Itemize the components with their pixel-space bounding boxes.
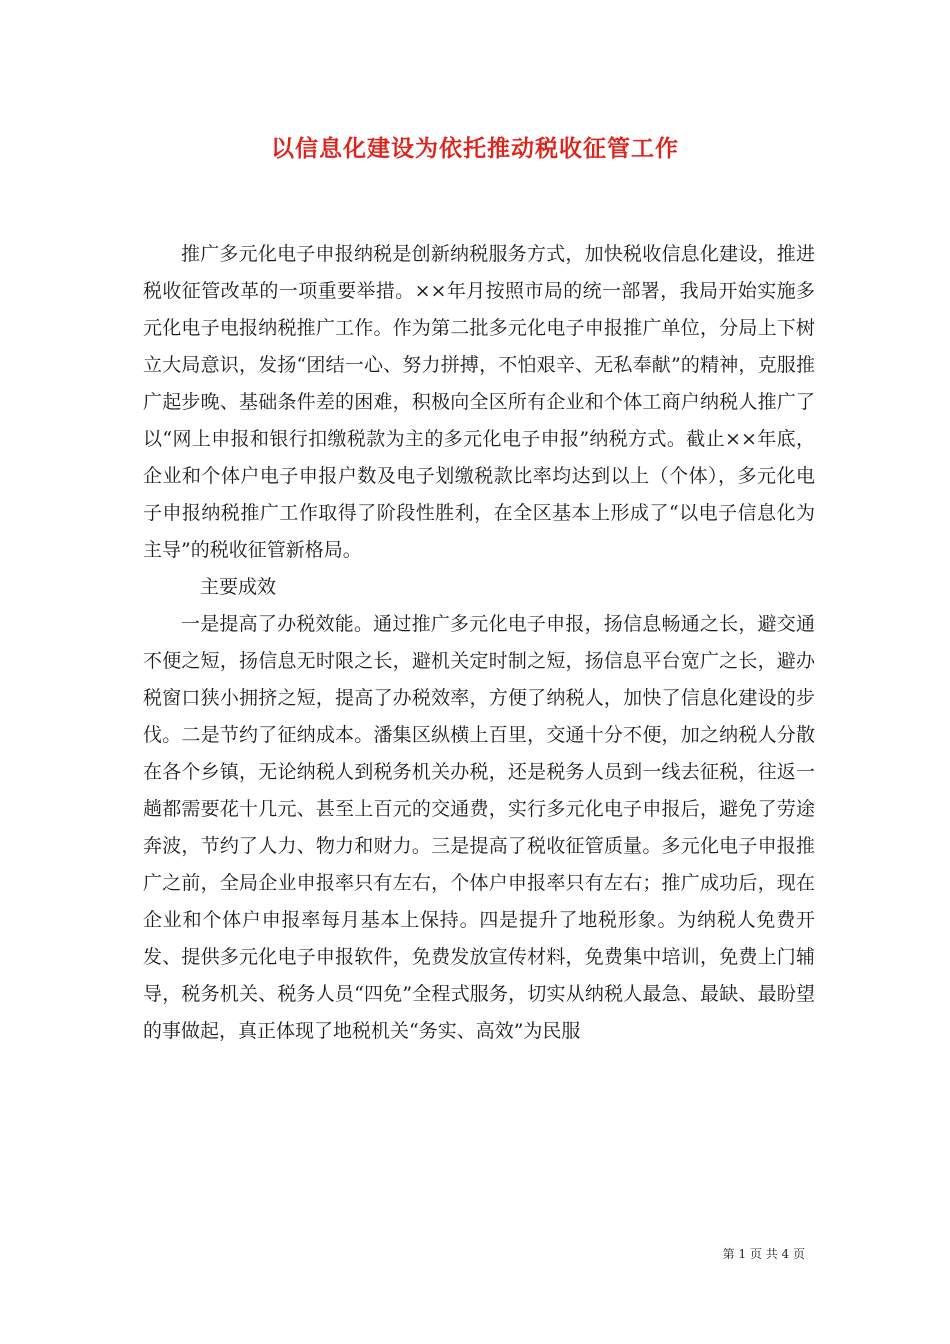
page-number: 第 1 页 共 4 页 — [722, 1247, 805, 1261]
paragraph-results: 一是提高了办税效能。通过推广多元化电子申报，扬信息畅通之长，避交通不便之短，扬信息无时限之长，避机关定时制之短，扬信息平台宽广之长，避办税窗口狭小拥挤之短，提高了办税效率，方便了纳税人，加快了信息化建设的步伐。二是节约了征纳成本。潘集区纵横上百里，交通十分不便，加之纳税人分散在各个乡镇，无论纳税人到税务机关办税，还是税务人员到一线去征税，往返一趟都需要花十几元、甚至上百元的交通费，实行多元化电子申报后，避免了劳途奔波，节约了人力、物力和财力。三是提高了税收征管质量。多元化电子申报推广之前，全局企业申报率只有左右，个体户申报率只有左右；推广成功后，现在企业和个体户申报率每月基本上保持。四是提升了地税形象。为纳税人免费开发、提供多元化电子申报软件，免费发放宣传材料，免费集中培训，免费上门辅导，税务机关、税务人员“四免”全程式服务，切实从纳税人最急、最缺、最盼望的事做起，真正体现了地税机关“务实、高效”为民服 — [143, 613, 815, 1042]
document-title: 以信息化建设为依托推动税收征管工作 — [271, 135, 679, 162]
paragraph-intro: 推广多元化电子申报纳税是创新纳税服务方式，加快税收信息化建设，推进税收征管改革的一项重要举措。××年月按照市局的统一部署，我局开始实施多元化电子电报纳税推广工作。作为第二批多元化电子申报推广单位，分局上下树立大局意识，发扬“团结一心、努力拼搏，不怕艰辛、无私奉献”的精神，克服推广起步晚、基础条件差的困难，积极向全区所有企业和个体工商户纳税人推广了以“网上申报和银行扣缴税款为主的多元化电子申报”纳税方式。截止××年底，企业和个体户电子申报户数及电子划缴税款比率均达到以上（个体），多元化电子申报纳税推广工作取得了阶段性胜利，在全区基本上形成了“以电子信息化为主导”的税收征管新格局。 — [143, 243, 815, 561]
section-heading-main-results: 主要成效 — [200, 576, 277, 598]
document-body — [143, 236, 815, 1050]
